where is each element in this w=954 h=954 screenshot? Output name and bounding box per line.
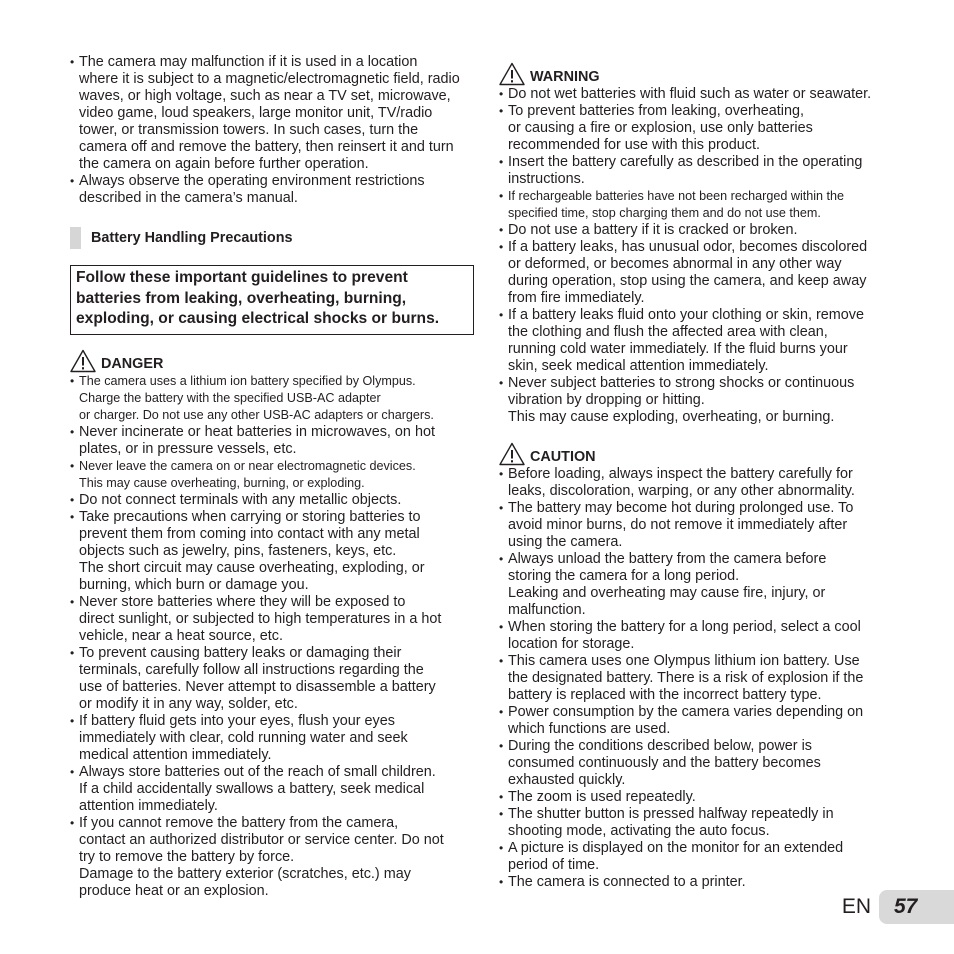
list-item-line: try to remove the battery by force. [79, 848, 295, 865]
warning-triangle-icon [499, 442, 525, 466]
list-item-line: • To prevent batteries from leaking, overheating, [508, 103, 804, 119]
list-item-line: • Power consumption by the camera varies depending on [508, 704, 864, 720]
list-item [70, 645, 474, 713]
list-item-line: waves, or high voltage, such as near a TV set, microwave, [79, 88, 451, 104]
page-footer [842, 890, 954, 924]
list-item-line: Damage to the battery exterior (scratches, etc.) may [79, 865, 411, 882]
list-item-line: • When storing the battery for a long period, select a cool [508, 619, 861, 635]
list-item [70, 458, 474, 492]
list-item-line: described in the camera’s manual. [79, 190, 298, 206]
list-item-line: period of time. [508, 857, 600, 873]
list-item [499, 466, 904, 500]
list-item-line: shooting mode, activating the auto focus. [508, 823, 770, 839]
section-marker [70, 227, 81, 249]
left-column [70, 54, 474, 900]
list-item-line: • Do not wet batteries with fluid such as water or seawater. [508, 86, 872, 102]
list-item [70, 764, 474, 815]
list-item-line: or modify it in any way, solder, etc. [79, 695, 298, 712]
list-item-line: which functions are used. [508, 721, 671, 737]
list-item [499, 704, 904, 738]
caution-list [499, 466, 904, 789]
list-item-line: skin, seek medical attention immediately. [508, 358, 769, 374]
list-item-line: consumed continuously and the battery becomes [508, 755, 821, 771]
warning-title: WARNING [530, 69, 600, 85]
list-item-line: Leaking and overheating may cause fire, injury, or [508, 585, 826, 601]
list-item-line: vibration by dropping or hitting. [508, 392, 705, 408]
list-item [70, 373, 474, 424]
list-item-line: • Always store batteries out of the reach of small children. [79, 763, 436, 780]
list-item-line: direct sunlight, or subjected to high temperatures in a hot [79, 610, 442, 627]
list-item [499, 806, 904, 840]
list-item-line: tower, or transmission towers. In such cases, turn the [79, 122, 419, 138]
list-item [70, 492, 474, 509]
guideline-line: exploding, or causing electrical shocks or burns. [76, 310, 440, 327]
section-title: Battery Handling Precautions [91, 230, 293, 246]
list-item-line: medical attention immediately. [79, 746, 272, 763]
list-item-line: • Never subject batteries to strong shocks or continuous [508, 375, 855, 391]
list-item-line: instructions. [508, 171, 585, 187]
list-item-line: burning, which burn or damage you. [79, 576, 309, 593]
list-item-line: This may cause exploding, overheating, or burning. [508, 409, 835, 425]
right-column [499, 54, 904, 891]
list-item [499, 551, 904, 619]
list-item [70, 713, 474, 764]
list-item-line: objects such as jewelry, pins, fasteners, keys, etc. [79, 542, 397, 559]
danger-list [70, 373, 474, 900]
list-item-line: If a child accidentally swallows a battery, seek medical [79, 780, 425, 797]
list-item-line: • The camera is connected to a printer. [508, 874, 746, 890]
list-item-line: contact an authorized distributor or service center. Do not [79, 831, 444, 848]
section-heading [70, 227, 474, 249]
list-item-line: the camera on again before further operation. [79, 156, 369, 172]
caution-title: CAUTION [530, 449, 596, 465]
caution-sub-list [499, 789, 904, 891]
list-item [499, 86, 904, 103]
warning-heading [499, 60, 904, 86]
list-item-line: or causing a fire or explosion, use only batteries [508, 120, 813, 136]
list-item-line: plates, or in pressure vessels, etc. [79, 440, 297, 457]
list-item [499, 840, 904, 874]
list-item-line: • This camera uses one Olympus lithium ion battery. Use [508, 653, 860, 669]
list-item-line: Charge the battery with the specified USB-AC adapter [79, 390, 381, 405]
list-item [499, 375, 904, 426]
list-item-line: • If a battery leaks, has unusual odor, becomes discolored [508, 239, 868, 255]
list-item-line: camera off and remove the battery, then reinsert it and turn [79, 139, 454, 155]
list-item [70, 594, 474, 645]
guideline-line: batteries from leaking, overheating, burning, [76, 289, 407, 307]
list-item-line: the designated battery. There is a risk of explosion if the [508, 670, 864, 686]
list-item-line: • If battery fluid gets into your eyes, flush your eyes [79, 712, 395, 729]
list-item-line: • Never store batteries where they will be exposed to [79, 593, 406, 610]
intro-list [70, 54, 474, 207]
list-item-line: where it is subject to a magnetic/electromagnetic field, radio [79, 71, 460, 87]
list-item-line: • The zoom is used repeatedly. [508, 789, 696, 805]
list-item-line: or deformed, or becomes abnormal in any other way [508, 256, 842, 272]
list-item-line: malfunction. [508, 602, 586, 618]
list-item-line: • Always unload the battery from the camera before [508, 551, 827, 567]
list-item-line: running cold water immediately. If the fluid burns your [508, 341, 848, 357]
list-item-line: location for storage. [508, 636, 635, 652]
list-item-line: the clothing and flush the affected area with clean, [508, 324, 828, 340]
list-item-line: or charger. Do not use any other USB-AC adapters or chargers. [79, 407, 434, 422]
list-item-line: • If you cannot remove the battery from the camera, [79, 814, 399, 831]
list-item-line: • The camera uses a lithium ion battery specified by Olympus. [79, 373, 416, 388]
list-item [70, 509, 474, 594]
caution-heading [499, 440, 904, 466]
list-item [499, 619, 904, 653]
danger-heading [70, 347, 474, 373]
danger-title: DANGER [101, 355, 164, 372]
list-item-line: vehicle, near a heat source, etc. [79, 627, 283, 644]
list-item-line: • The shutter button is pressed halfway repeatedly in [508, 806, 834, 822]
list-item-line: from fire immediately. [508, 290, 645, 306]
list-item-line: • If rechargeable batteries have not been recharged within the [508, 189, 845, 203]
list-item-line: • If a battery leaks fluid onto your clothing or skin, remove [508, 307, 864, 323]
list-item [499, 239, 904, 307]
list-item [499, 307, 904, 375]
guideline-line: Follow these important guidelines to prevent [76, 269, 408, 286]
list-item [499, 653, 904, 704]
guideline-box [70, 265, 474, 335]
list-item-line: produce heat or an explosion. [79, 882, 269, 899]
warning-triangle-icon [499, 62, 525, 86]
list-item-line: immediately with clear, cold running water and seek [79, 729, 408, 746]
list-item-line: • Do not use a battery if it is cracked or broken. [508, 222, 798, 238]
list-item [499, 222, 904, 239]
list-item [499, 188, 904, 222]
list-item-line: video game, loud speakers, large monitor unit, TV/radio [79, 105, 433, 121]
list-item-line: • To prevent causing battery leaks or damaging their [79, 644, 402, 661]
list-item-line: • A picture is displayed on the monitor for an extended [508, 840, 844, 856]
list-item-line: prevent them from coming into contact with any metal [79, 525, 420, 542]
page-number: 57 [879, 890, 954, 924]
list-item-line: • Before loading, always inspect the battery carefully for [508, 466, 853, 482]
language-label: EN [841, 895, 871, 918]
list-item-line: attention immediately. [79, 797, 218, 814]
list-item [499, 154, 904, 188]
list-item-line: specified time, stop charging them and do not use them. [508, 206, 821, 220]
list-item [499, 500, 904, 551]
list-item [499, 789, 904, 806]
list-item [70, 173, 474, 207]
list-item-line: storing the camera for a long period. [508, 568, 740, 584]
list-item-line: • Take precautions when carrying or storing batteries to [79, 508, 421, 525]
list-item-line: recommended for use with this product. [508, 137, 760, 153]
warning-triangle-icon [70, 349, 96, 373]
list-item-line: terminals, carefully follow all instructions regarding the [79, 661, 424, 678]
list-item-line: avoid minor burns, do not remove it immediately after [508, 517, 848, 533]
list-item-line: • During the conditions described below, power is [508, 738, 812, 754]
list-item [499, 738, 904, 789]
list-item [499, 874, 904, 891]
list-item-line: • Do not connect terminals with any metallic objects. [79, 491, 402, 508]
list-item [499, 103, 904, 154]
list-item-line: • Always observe the operating environment restrictions [79, 173, 425, 189]
list-item [70, 424, 474, 458]
list-item [70, 815, 474, 900]
list-item-line: This may cause overheating, burning, or exploding. [79, 475, 365, 490]
list-item-line: • The camera may malfunction if it is used in a location [79, 54, 418, 70]
warning-list [499, 86, 904, 426]
list-item-line: • The battery may become hot during prolonged use. To [508, 500, 854, 516]
list-item [70, 54, 474, 173]
list-item-line: • Insert the battery carefully as described in the operating [508, 154, 863, 170]
list-item-line: • Never incinerate or heat batteries in microwaves, on hot [79, 423, 435, 440]
list-item-line: leaks, discoloration, warping, or any other abnormality. [508, 483, 855, 499]
list-item-line: The short circuit may cause overheating, exploding, or [79, 559, 425, 576]
list-item-line: use of batteries. Never attempt to disassemble a battery [79, 678, 436, 695]
list-item-line: battery is replaced with the incorrect battery type. [508, 687, 822, 703]
list-item-line: during operation, stop using the camera, and keep away [508, 273, 867, 289]
list-item-line: exhausted quickly. [508, 772, 626, 788]
list-item-line: • Never leave the camera on or near electromagnetic devices. [79, 458, 416, 473]
list-item-line: using the camera. [508, 534, 623, 550]
